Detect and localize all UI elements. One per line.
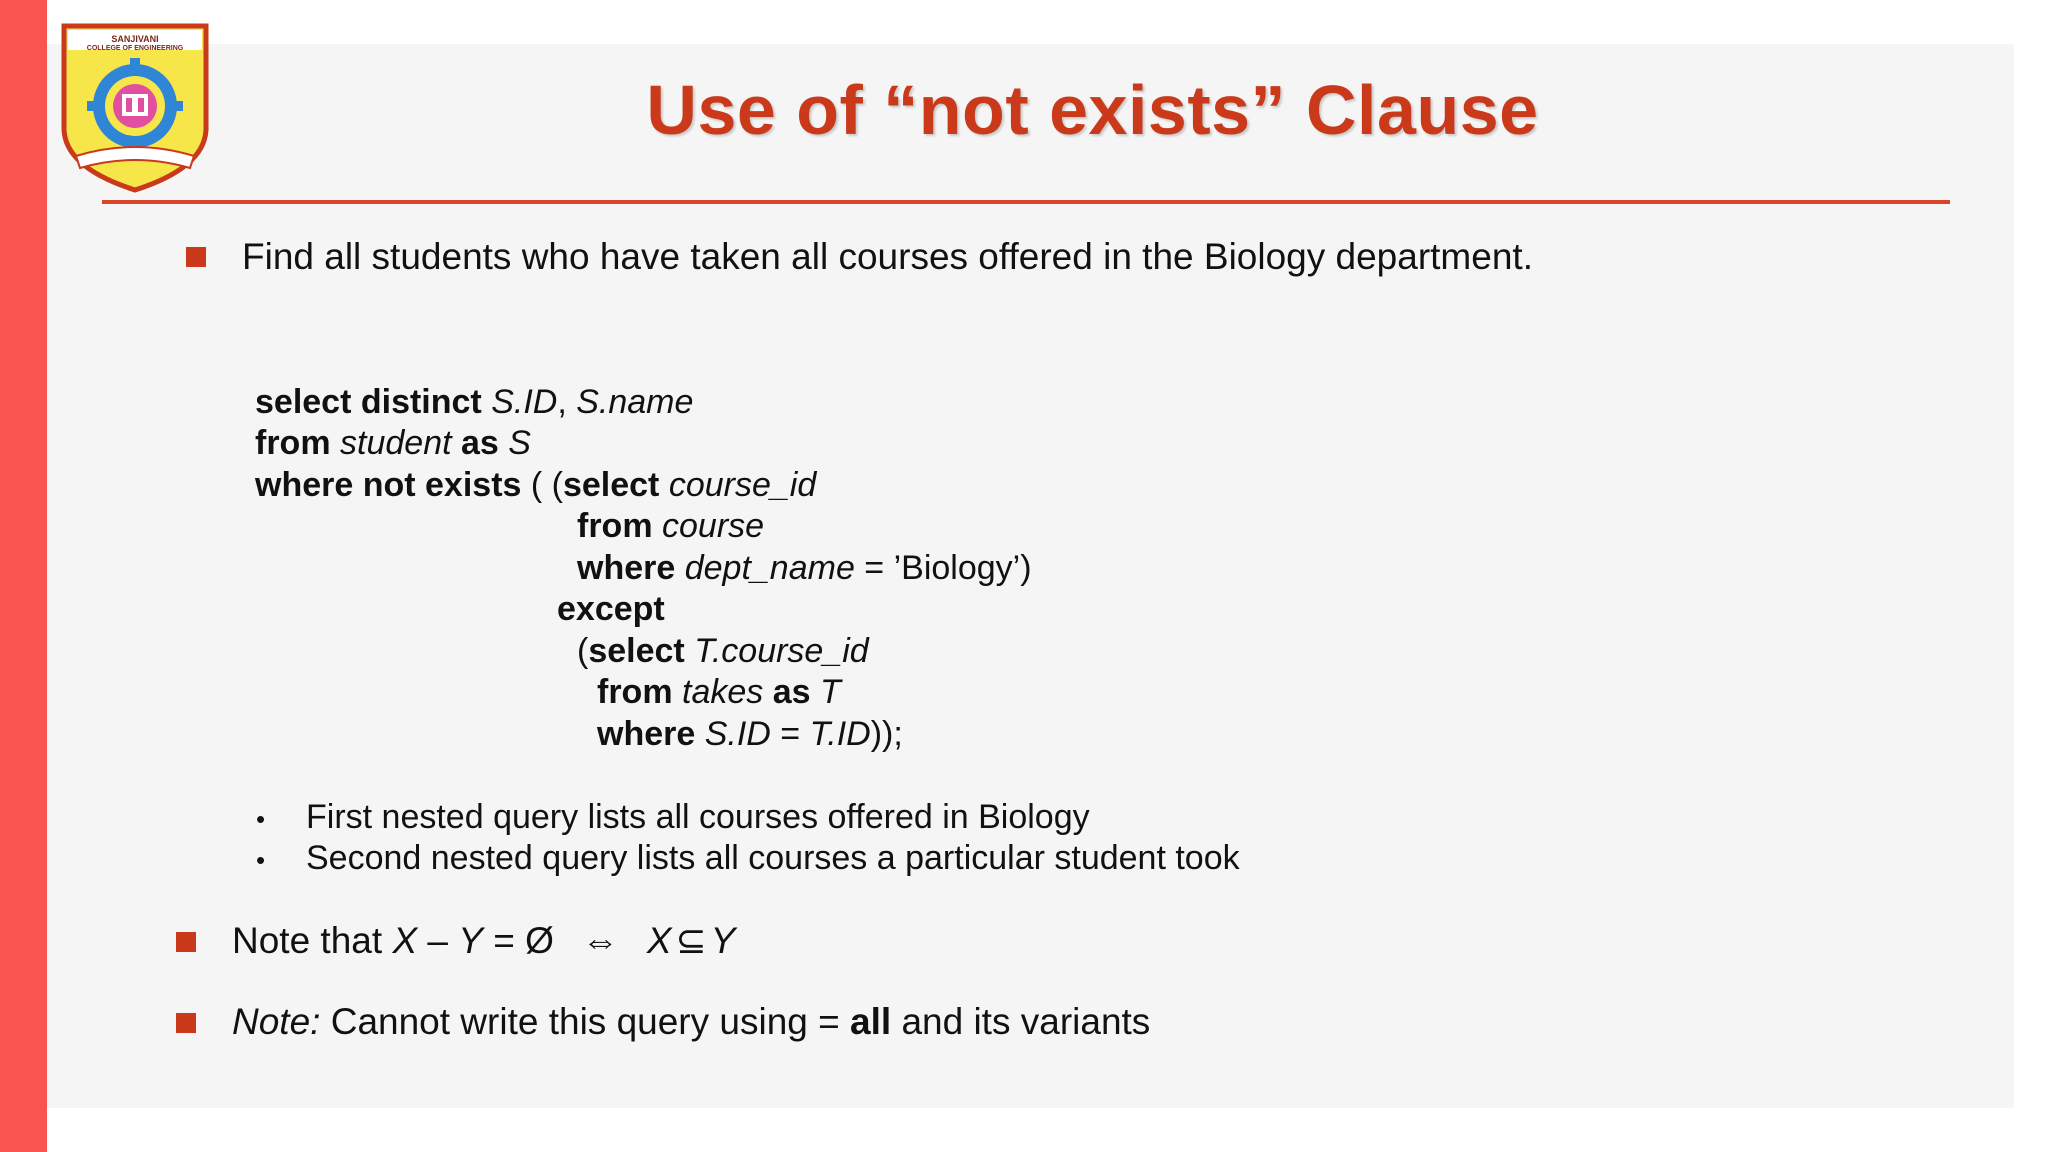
code-keyword: select distinct: [255, 383, 482, 421]
left-accent-bar: [0, 0, 47, 1152]
note-cannot-text: [232, 1000, 1150, 1044]
note-rest: and its variants: [891, 1001, 1151, 1042]
code-identifier: T.ID: [809, 715, 871, 753]
code-text: ( (: [521, 466, 563, 504]
code-keyword: except: [557, 590, 665, 628]
code-line-9: [597, 714, 903, 755]
subset-symbol: ⊆: [675, 920, 707, 961]
code-line-4: [577, 506, 764, 547]
square-bullet-icon: [176, 932, 196, 952]
code-identifier: S.name: [576, 383, 694, 421]
sub-bullet-text-1: First nested query lists all courses offered in Biology: [306, 798, 1090, 836]
iff-symbol: ⇔: [581, 920, 619, 961]
code-keyword: from: [597, 673, 673, 711]
note-that-text: [232, 919, 735, 963]
code-identifier: S.ID: [704, 715, 771, 753]
code-line-5: [577, 548, 1032, 589]
code-keyword: where: [577, 549, 676, 587]
code-identifier: T.course_id: [694, 632, 869, 670]
code-keyword: from: [577, 507, 653, 545]
code-text: ,: [557, 383, 577, 421]
dot-bullet-icon: •: [256, 804, 266, 834]
math-y2: Y: [710, 920, 736, 961]
code-line-1: [255, 382, 693, 423]
code-text: = ’Biology’): [854, 549, 1032, 587]
logo-sub-text: COLLEGE OF ENGINEERING: [86, 45, 184, 52]
square-bullet-icon: [186, 247, 206, 267]
code-keyword: from: [255, 424, 331, 462]
code-keyword: where not exists: [255, 466, 522, 504]
bullet-text-1: Find all students who have taken all courses offered in the Biology department.: [242, 236, 1533, 277]
top-strip: [47, 0, 2048, 44]
code-line-6: [557, 589, 665, 630]
code-identifier: course_id: [668, 466, 817, 504]
code-keyword: select: [562, 466, 660, 504]
code-keyword: as: [772, 673, 811, 711]
code-line-8: [597, 672, 841, 713]
logo-top-text: SANJIVANI: [111, 34, 159, 44]
math-empty-set: = Ø: [482, 920, 554, 961]
code-keyword: as: [461, 424, 499, 462]
math-minus: –: [417, 920, 459, 961]
code-identifier: S.ID: [491, 383, 558, 421]
code-text: =: [770, 715, 810, 753]
code-keyword: select: [588, 632, 685, 670]
code-text: (: [577, 632, 589, 670]
math-x2: X: [646, 920, 672, 961]
code-identifier: S: [508, 424, 531, 462]
note-prefix: Note that: [232, 920, 393, 961]
code-line-2: [255, 423, 531, 464]
code-identifier: dept_name: [684, 549, 855, 587]
note-body: Cannot write this query using =: [320, 1001, 851, 1042]
code-identifier: course: [662, 507, 765, 545]
note-bold-all: all: [850, 1001, 892, 1042]
math-y: Y: [458, 920, 483, 961]
code-text: ));: [870, 715, 903, 753]
dot-bullet-icon: •: [256, 845, 266, 875]
code-keyword: where: [597, 715, 696, 753]
note-label: Note:: [232, 1001, 321, 1042]
code-line-3: [255, 465, 816, 506]
title-underline: [102, 200, 1950, 204]
code-identifier: takes: [682, 673, 764, 711]
code-identifier: T: [820, 673, 841, 711]
slide-title: Use of “not exists” Clause: [646, 71, 1539, 149]
square-bullet-icon: [176, 1013, 196, 1033]
code-line-7: [577, 631, 869, 672]
code-identifier: student: [340, 424, 452, 462]
sub-bullet-text-2: Second nested query lists all courses a particular student took: [306, 839, 1240, 877]
math-x: X: [392, 920, 418, 961]
